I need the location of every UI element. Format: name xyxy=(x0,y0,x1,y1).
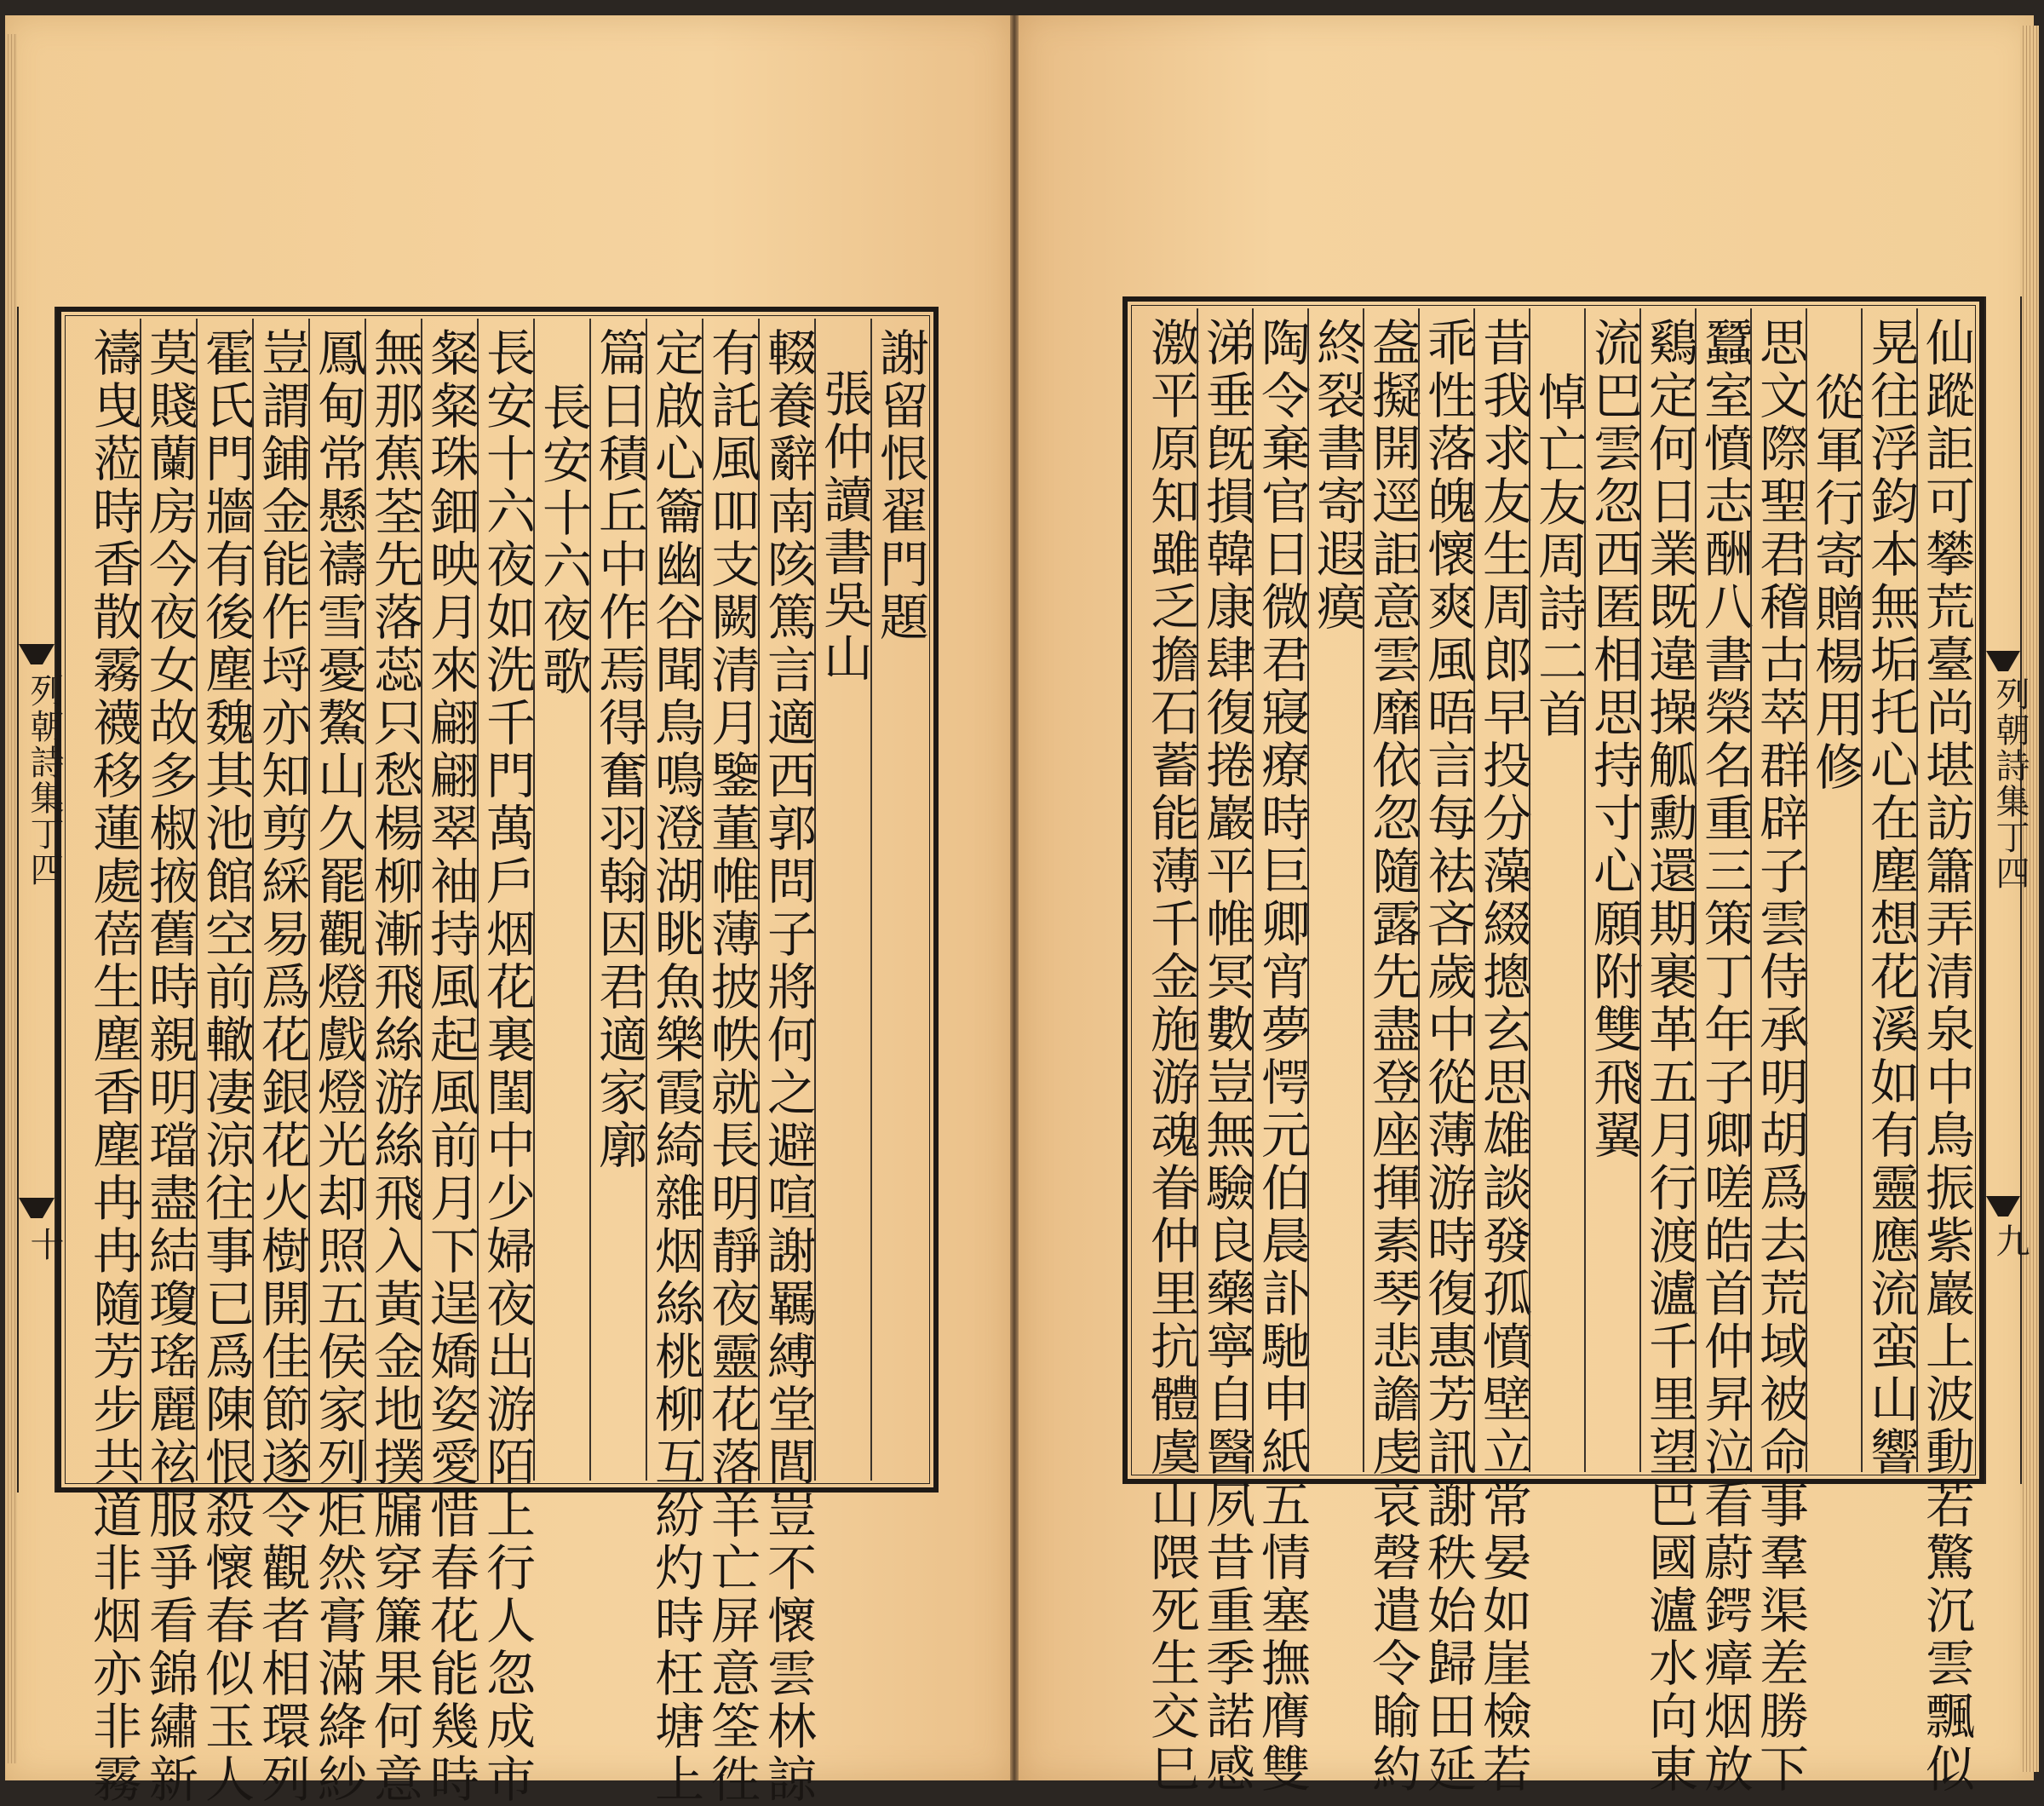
text-column: 篇日積丘中作焉得奮羽翰因君適家廓 xyxy=(590,327,648,1172)
text-column: 晃往浮鈞本無垢托心在塵想花溪如有靈應流蛮山響 xyxy=(1862,317,1920,1479)
text-column: 定啟心籥幽谷聞鳥鳴澄湖眺魚樂霞綺雜烟絲桃柳互紛灼時枉塘上 xyxy=(646,327,704,1806)
text-column: 盋擬開逕詎意雲靡依忽隨露先盡登座揮素琴悲譫虔哀磬遣令睮約 xyxy=(1364,317,1421,1796)
page-number: 九 xyxy=(1990,1223,2030,1259)
text-column: 涕垂旣損韓康肆復捲巖平帷冥數豈無驗良藥寧自醫夙昔重季諾感 xyxy=(1197,317,1255,1796)
right-page-edges xyxy=(2020,26,2039,1772)
text-column: 謝留恨翟門題 xyxy=(871,327,929,644)
text-column: 張仲讀書吳山 xyxy=(815,368,873,685)
text-column: 長安十六夜如洗千門萬戶烟花裏閨中少婦夜出游陌上行人忽成市 xyxy=(478,327,536,1806)
text-column: 流巴雲忽西匿相思持寸心願附雙飛翼 xyxy=(1585,317,1643,1162)
text-column: 莫賤蘭房今夜女故多椒掖舊時親明璫盡結瓊瑤麗袨服爭看錦繡新 xyxy=(141,327,198,1806)
text-column: 激平原知雖乏擔石蓄能薄千金施游魂眷仲里抗體虞山隈死生交巳 xyxy=(1142,317,1200,1796)
book-title: 列朝詩集丁四 xyxy=(1990,676,2030,891)
right-center-column xyxy=(1984,296,2030,1484)
text-column: 鳳甸常懸禱雪憂鰲山久罷觀燈戲燈光却照五侯家列炬然膏滿絳紗 xyxy=(309,327,367,1806)
left-text-frame xyxy=(56,307,939,1806)
page-number: 十 xyxy=(25,1227,64,1262)
text-column: 乖性落魄懷爽風晤言每袪吝歲中從薄游時復惠芳訊謝秩始歸田延 xyxy=(1419,317,1477,1796)
text-column: 悼亡友周詩二首 xyxy=(1530,371,1588,741)
text-column: 粲粲珠鈿映月來翩翩翠袖持風起風前月下逞嬌姿愛惜春花能幾時 xyxy=(422,327,479,1806)
left-center-column xyxy=(17,307,64,1493)
text-column: 終裂書寄遐瘼 xyxy=(1308,317,1366,634)
right-text-frame xyxy=(1122,296,1984,1796)
fish-tail-mark xyxy=(19,644,55,664)
text-column: 蠶室憤志酬八書榮名重三策丁年子卿嗟皓首仲昇泣看蔚鍔瘴烟放 xyxy=(1696,317,1754,1796)
left-page-edges xyxy=(5,34,17,1763)
text-column: 鷄定何日業既違操觚勳還期裹革五月行渡瀘千里望巴國瀘水向東 xyxy=(1640,317,1698,1796)
book-title: 列朝詩集丁四 xyxy=(25,673,64,888)
text-column: 無那蕉荃先落蕊只愁楊柳漸飛絲游絲飛入黃金地撲牖穿簾果何意 xyxy=(365,327,423,1806)
text-column: 陶令棄官日微君寢療時巨卿宵夢愕元伯晨訃馳申紙五情塞撫膺雙 xyxy=(1253,317,1311,1796)
text-column: 思文際聖君稽古萃群辟子雲侍承明胡爲去荒域被命事羣渠差勝下 xyxy=(1751,317,1809,1796)
text-column: 長安十六夜歌 xyxy=(534,382,592,699)
text-column: 從軍行寄贈楊用修 xyxy=(1806,371,1864,794)
text-column: 昔我求友生周郎早投分藻綴摠玄思雄談發孤憤壁立常晏如崖檢若 xyxy=(1474,317,1532,1796)
fish-tail-mark xyxy=(1986,651,2020,671)
text-column: 輟養辭南陔篤言適西郭問子將何之避喧謝羈縛堂閭豈不懷雲林諒 xyxy=(759,327,817,1806)
text-column: 禱曳蒞時香散霧襪移蓮處蓓生塵香塵冉冉隨芳步共道非烟亦非霧 xyxy=(84,327,142,1806)
fish-tail-mark xyxy=(1986,1196,2020,1216)
text-column: 豈謂鋪金能作埒亦知剪綵易爲花銀花火樹開佳節遂令觀者相環列 xyxy=(253,327,311,1806)
book-gutter xyxy=(1010,15,1019,1780)
text-column: 仙蹤詎可攀荒臺尚堪訪簫弄清泉中鳥振紫巖上波動若驚沉雲飄似 xyxy=(1917,317,1975,1796)
text-column: 霍氏門牆有後塵魏其池館空前轍凄涼往事已爲陳恨殺懷春似玉人 xyxy=(197,327,255,1806)
fish-tail-mark xyxy=(19,1198,55,1218)
text-column: 有託風吅支闕清月鑒董帷薄披帙就長明靜夜靈花落羊亡屏意筌徃 xyxy=(703,327,761,1806)
